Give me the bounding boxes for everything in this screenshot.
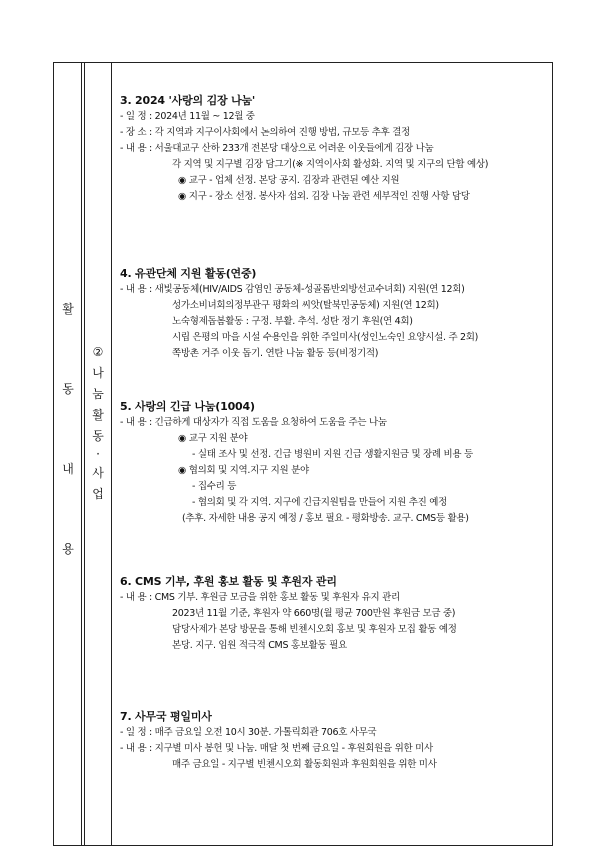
detail-line: 쪽방촌 거주 이웃 돕기. 연탄 나눔 활동 등(비정기적) (172, 348, 379, 359)
section-weekday-mass (120, 709, 544, 773)
detail-line: - 협의회 및 각 지역. 지구에 긴급지원팀을 만들어 지원 추진 예정 (192, 497, 447, 508)
subcategory-char: 눔 (92, 387, 104, 401)
detail-line: - 내 용 : 긴급하게 대상자가 직접 도움을 요청하여 도움을 주는 나눔 (120, 417, 387, 428)
detail-line: - 내 용 : 지구별 미사 봉헌 및 나눔. 매달 첫 번째 금요일 - 후원회원을 위한 미사 (120, 743, 433, 754)
detail-line: 본당. 지구. 임원 적극적 CMS 홍보활동 필요 (172, 640, 347, 651)
detail-line: - 일 정 : 2024년 11월 ~ 12월 중 (120, 111, 255, 122)
detail-line: - 장 소 : 각 지역과 지구이사회에서 논의하여 진행 방법, 규모등 추후 결정 (120, 127, 410, 138)
detail-line: - 내 용 : CMS 기부. 후원금 모금을 위한 홍보 활동 및 후원자 유지 관리 (120, 592, 400, 603)
detail-line: ◉ 교구 - 업체 선정. 본당 공지. 김장과 관련된 예산 지원 (178, 175, 400, 186)
subcategory-char: 나 (92, 366, 104, 380)
category-char: 활 (62, 302, 74, 316)
section-emergency-sharing (120, 399, 544, 527)
detail-line: - 일 정 : 매주 금요일 오전 10시 30분. 가톨릭회관 706호 사무국 (120, 727, 377, 738)
detail-line: ◉ 협의회 및 지역.지구 지원 분야 (178, 465, 309, 476)
category-char: 용 (62, 542, 74, 556)
subcategory-char: 활 (92, 408, 104, 422)
section-title: 5. 사랑의 긴급 나눔(1004) (120, 400, 255, 413)
category-char: 내 (62, 462, 74, 476)
detail-line: ◉ 교구 지원 분야 (178, 433, 248, 444)
detail-line: (추후. 자세한 내용 공지 예정 / 홍보 필요 - 평화방송. 교구. CMS등 활용) (182, 513, 469, 524)
detail-line: 2023년 11월 기준, 후원자 약 660명(월 평균 700만원 후원금 모금 중) (172, 608, 456, 619)
detail-line: - 내 용 : 서울대교구 산하 233개 전본당 대상으로 어려운 이웃들에게 김장 나눔 (120, 143, 434, 154)
subcategory-char: ② (92, 345, 104, 359)
subcategory-char: 동 (92, 429, 104, 443)
detail-line: 담당사제가 본당 방문을 통해 빈첸시오회 홍보 및 후원자 모집 활동 예정 (172, 624, 457, 635)
subcategory-column (84, 63, 112, 845)
category-column (54, 63, 82, 845)
detail-line: 노숙형제돕봄활동 : 구정. 부활. 추석. 성탄 정기 후원(연 4회) (172, 316, 413, 327)
detail-line: ◉ 지구 - 장소 선정. 봉사자 섭외. 김장 나눔 관련 세부적인 진행 사항 담당 (178, 191, 470, 202)
detail-line: 성가소비녀회의정부관구 평화의 씨앗(탈북민공동체) 지원(연 12회) (172, 300, 439, 311)
detail-line: 시립 은평의 마을 시설 수용인을 위한 주일미사(성인노숙인 요양시설. 주 2회) (172, 332, 479, 343)
section-title: 3. 2024 '사랑의 김장 나눔' (120, 94, 256, 107)
section-cms-donation (120, 574, 544, 654)
section-title: 6. CMS 기부, 후원 홍보 활동 및 후원자 관리 (120, 575, 337, 588)
section-related-groups (120, 266, 544, 362)
category-char: 동 (62, 382, 74, 396)
detail-line: 각 지역 및 지구별 김장 담그기(※ 지역이사회 활성화. 지역 및 지구의 단합 예상) (172, 159, 489, 170)
detail-line: - 내 용 : 새빛공동체(HIV/AIDS 감염인 공동체-성골롬반외방선교수녀회) 지원(연 12회) (120, 284, 465, 295)
document-frame (53, 62, 553, 846)
detail-line: 매주 금요일 - 지구별 빈첸시오회 활동회원과 후원회원을 위한 미사 (172, 759, 437, 770)
detail-line: - 집수리 등 (192, 481, 237, 492)
subcategory-char: 업 (92, 487, 104, 501)
subcategory-char: 사 (92, 466, 104, 480)
section-title: 7. 사무국 평일미사 (120, 710, 212, 723)
section-title: 4. 유관단체 지원 활동(연중) (120, 267, 257, 280)
section-kimjang (120, 93, 544, 205)
subcategory-char: · (96, 447, 100, 461)
detail-line: - 실태 조사 및 선정. 긴급 병원비 지원 긴급 생활지원금 및 장례 비용 등 (192, 449, 473, 460)
